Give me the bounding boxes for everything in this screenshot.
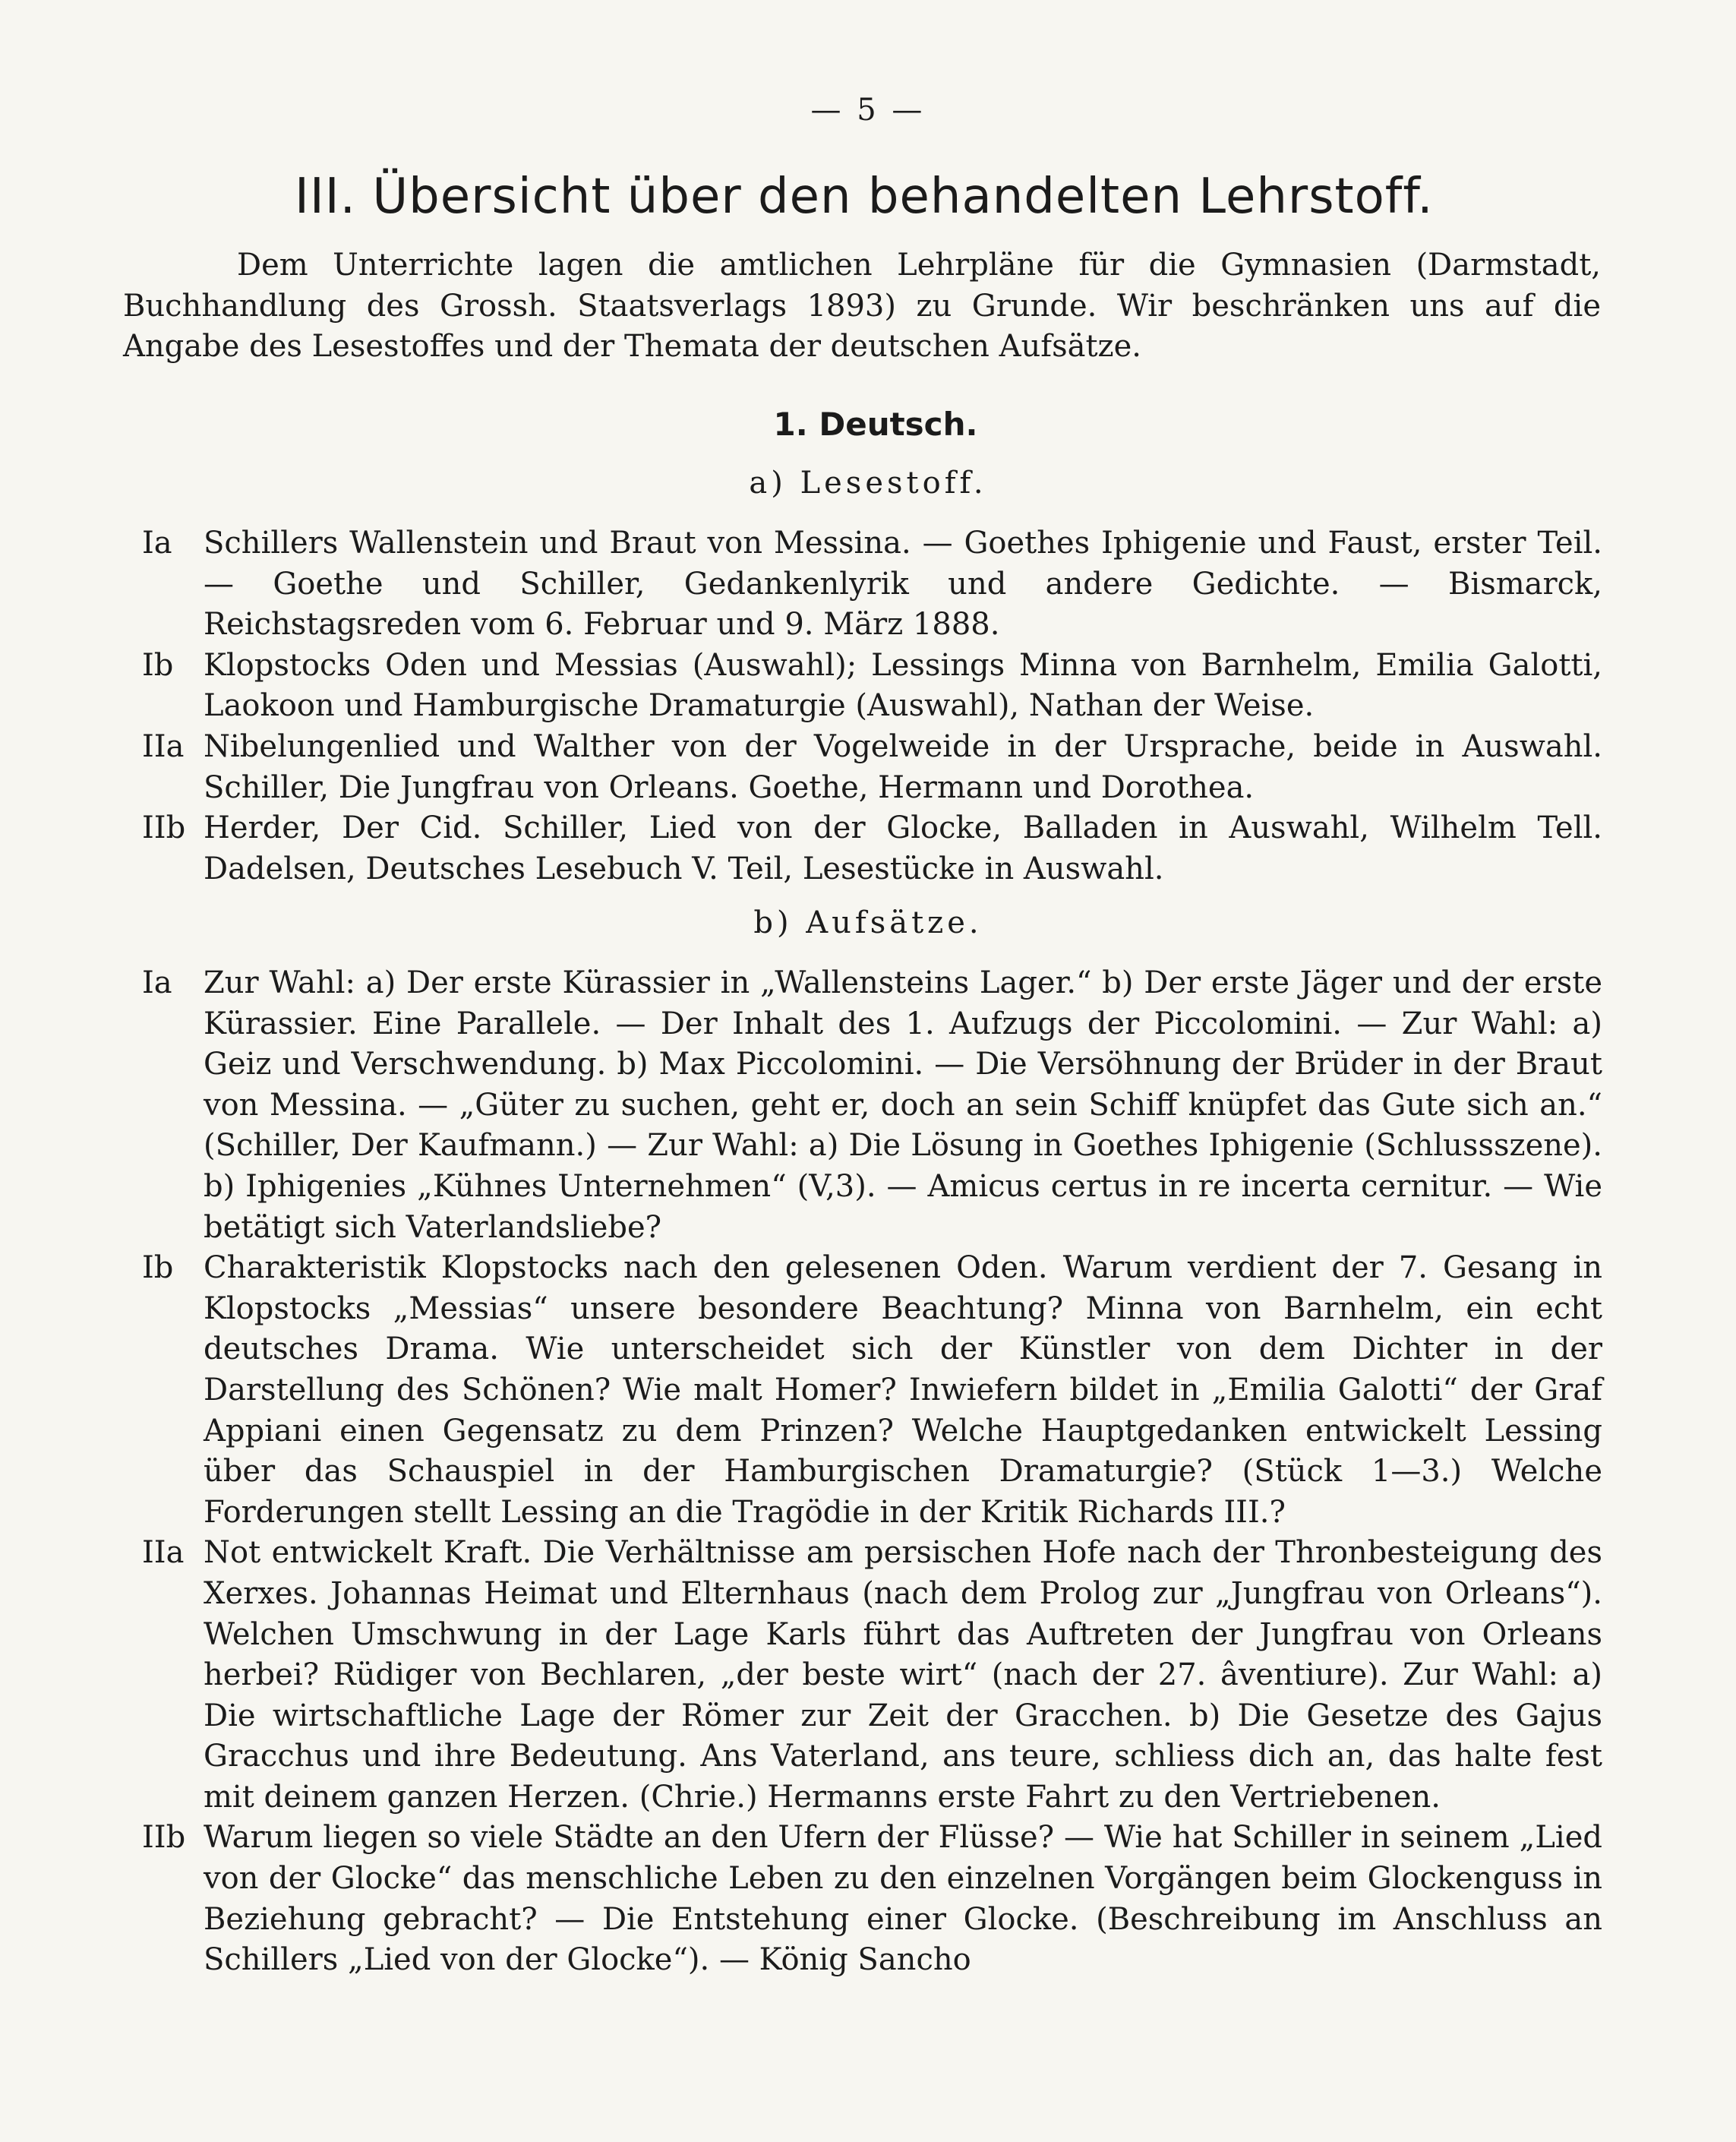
subsection-aufsaetze-title: b) Aufsätze. bbox=[753, 905, 983, 940]
class-label: Ia bbox=[142, 526, 172, 561]
aufsaetze-list bbox=[122, 963, 1602, 1981]
lesestoff-list bbox=[122, 523, 1602, 889]
aufsatz-entry bbox=[122, 1248, 1602, 1533]
class-label: IIa bbox=[142, 728, 185, 764]
intro-paragraph: Dem Unterrichte lagen die amtlichen Lehrpläne für die Gymnasien (Darmstadt, Buchhandlung des Grossh. Staatsverlags 1893) zu Grunde. Wir beschränken uns auf die Angabe des Lesestoffes und der Themata der deutschen Aufsätze. bbox=[123, 248, 1601, 364]
aufsatz-entry bbox=[122, 1818, 1602, 1980]
page-number: — 5 — bbox=[810, 93, 926, 128]
lesestoff-entry bbox=[122, 646, 1602, 727]
entry-text: Klopstocks Oden und Messias (Auswahl); Lessings Minna von Barnhelm, Emilia Galotti, Laokoon und Hamburgische Dramaturgie (Auswahl), Nathan der Weise. bbox=[204, 647, 1602, 724]
class-label: IIb bbox=[142, 1820, 186, 1856]
class-label: Ia bbox=[142, 965, 172, 1000]
entry-text: Herder, Der Cid. Schiller, Lied von der Glocke, Balladen in Auswahl, Wilhelm Tell. Dadelsen, Deutsches Lesebuch V. Teil, Lesestücke in Auswahl. bbox=[204, 810, 1602, 886]
page-title: III. Übersicht über den behandelten Lehrstoff. bbox=[295, 169, 1434, 225]
subsection-lesestoff-title: a) Lesestoff. bbox=[749, 466, 987, 501]
entry-text: Nibelungenlied und Walther von der Vogelweide in der Ursprache, beide in Auswahl. Schiller, Die Jungfrau von Orleans. Goethe, Hermann und Dorothea. bbox=[204, 728, 1602, 805]
entry-text: Charakteristik Klopstocks nach den gelesenen Oden. Warum verdient der 7. Gesang in Klopstocks „Messias“ unsere besondere Beachtung? Minna von Barnhelm, ein echt deutsches Drama. Wie unterscheidet sich der Künstler von dem Dichter in der Darstellung des Schönen? Wie malt Homer? Inwiefern bildet in „Emilia Galotti“ der Graf Appiani einen Gegensatz zu dem Prinzen? Welche Hauptgedanken entwickelt Lessing über das Schauspiel in der Hamburgischen Dramaturgie? (Stück 1—3.) Welche Forderungen stellt Lessing an die Tragödie in der Kritik Richards III.? bbox=[204, 1250, 1602, 1530]
entry-text: Warum liegen so viele Städte an den Ufern der Flüsse? — Wie hat Schiller in seinem „Lied von der Glocke“ das menschliche Leben zu den einzelnen Vorgängen beim Glockenguss in Beziehung gebracht? — Die Entstehung einer Glocke. (Beschreibung im Anschluss an Schillers „Lied von der Glocke“). — König Sancho bbox=[204, 1820, 1602, 1978]
class-label: Ib bbox=[142, 647, 174, 683]
class-label: IIb bbox=[142, 810, 186, 846]
lesestoff-entry bbox=[122, 808, 1602, 889]
entry-text: Zur Wahl: a) Der erste Kürassier in „Wallensteins Lager.“ b) Der erste Jäger und der erste Kürassier. Eine Parallele. — Der Inhalt des 1. Aufzugs der Piccolomini. — Zur Wahl: a) Geiz und Verschwendung. b) Max Piccolomini. — Die Versöhnung der Brüder in der Braut von Messina. — „Güter zu suchen, geht er, doch an sein Schiff knüpfet das Gute sich an.“ (Schiller, Der Kaufmann.) — Zur Wahl: a) Die Lösung in Goethes Iphigenie (Schlussszene). b) Iphigenies „Kühnes Unternehmen“ (V,3). — Amicus certus in re incerta cernitur. — Wie betätigt sich Vaterlandsliebe? bbox=[204, 965, 1602, 1245]
class-label: Ib bbox=[142, 1250, 174, 1286]
lesestoff-entry bbox=[122, 727, 1602, 808]
section-title: 1. Deutsch. bbox=[773, 406, 978, 443]
class-label: IIa bbox=[142, 1535, 185, 1571]
entry-text: Schillers Wallenstein und Braut von Messina. — Goethes Iphigenie und Faust, erster Teil. — Goethe und Schiller, Gedankenlyrik und andere Gedichte. — Bismarck, Reichstagsreden vom 6. Februar und 9. März 1888. bbox=[204, 526, 1602, 643]
entry-text: Not entwickelt Kraft. Die Verhältnisse am persischen Hofe nach der Thronbesteigung des Xerxes. Johannas Heimat und Elternhaus (nach dem Prolog zur „Jungfrau von Orleans“). Welchen Umschwung in der Lage Karls führt das Auftreten der Jungfrau von Orleans herbei? Rüdiger von Bechlaren, „der beste wirt“ (nach der 27. âventiure). Zur Wahl: a) Die wirtschaftliche Lage der Römer zur Zeit der Gracchen. b) Die Gesetze des Gajus Gracchus und ihre Bedeutung. Ans Vaterland, ans teure, schliess dich an, das halte fest mit deinem ganzen Herzen. (Chrie.) Hermanns erste Fahrt zu den Vertriebenen. bbox=[204, 1535, 1602, 1815]
aufsatz-entry bbox=[122, 963, 1602, 1248]
lesestoff-entry bbox=[122, 523, 1602, 646]
aufsatz-entry bbox=[122, 1533, 1602, 1818]
